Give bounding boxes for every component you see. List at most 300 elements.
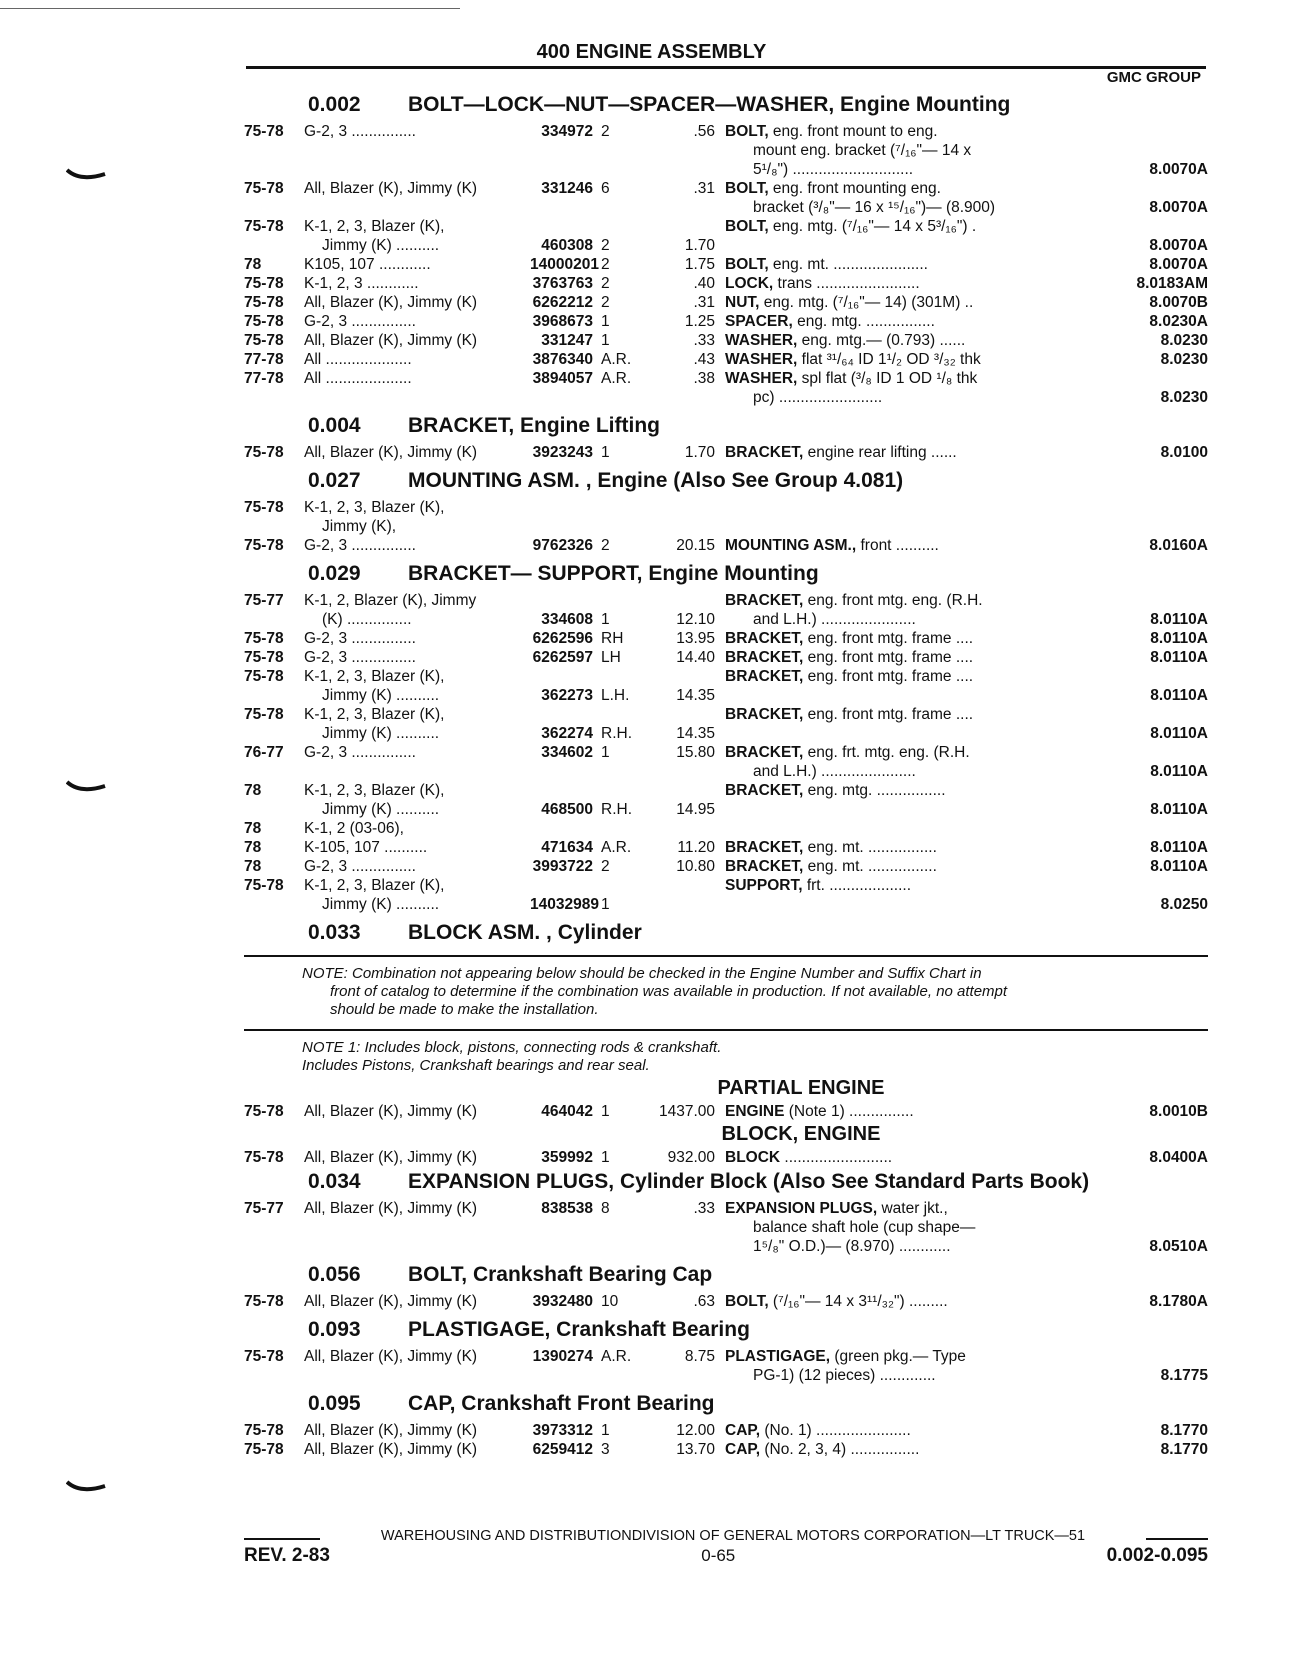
application: [304, 443, 530, 462]
part-row: [244, 1102, 1208, 1121]
application: [304, 331, 530, 350]
section-number: 0.033: [308, 921, 361, 944]
description: [725, 667, 1043, 705]
description-line: [725, 332, 965, 349]
description-text: (green pkg.— Type: [830, 1348, 966, 1365]
price: 12.00: [676, 1422, 715, 1439]
price: .56: [693, 123, 715, 140]
part-number: 3993722: [532, 858, 593, 875]
part-row: [244, 498, 1208, 536]
part-row: [244, 1440, 1208, 1459]
price: .43: [693, 351, 715, 368]
section-spacer: [244, 1256, 1208, 1260]
quantity: 3: [601, 1441, 610, 1458]
quantity: 2: [601, 123, 610, 140]
year-range: 78: [244, 858, 262, 875]
note-rule: [244, 955, 1208, 957]
page-title: 400 ENGINE ASSEMBLY: [536, 41, 767, 63]
description-keyword: CAP,: [725, 1422, 761, 1439]
reference-group: 8.0110A: [1150, 687, 1208, 704]
quantity: 1: [601, 896, 610, 913]
section-number: 0.056: [308, 1263, 361, 1286]
year-range: 75-78: [244, 706, 284, 723]
part-number: 3894057: [532, 370, 593, 387]
reference-group: 8.0010B: [1149, 1103, 1208, 1120]
description: [725, 857, 1043, 876]
part-number: 9762326: [532, 537, 593, 554]
block-engine-rows: [244, 1148, 1208, 1167]
quantity: 10: [601, 1293, 619, 1310]
part-number: 6259412: [532, 1441, 593, 1458]
sections-group-b: [244, 1170, 1208, 1463]
description-text: eng. front mtg. frame ....: [803, 706, 974, 723]
application: [304, 293, 530, 312]
part-row: [244, 1292, 1208, 1311]
reference-group: 8.0183AM: [1136, 275, 1208, 292]
part-row: [244, 705, 1208, 743]
description: [725, 591, 1043, 629]
description: [725, 312, 1043, 331]
part-number: 3932480: [532, 1293, 593, 1310]
description-text: eng. mtg. (⁷/₁₆"— 14 x 5³/₁₆") .: [768, 218, 977, 235]
description-text: frt. ...................: [802, 877, 912, 894]
part-number: 6262596: [532, 630, 593, 647]
part-number: 1390274: [532, 1348, 593, 1365]
reference-group: 8.0250: [1160, 896, 1208, 913]
year-range: 75-78: [244, 1149, 284, 1166]
reference-group: 8.0110A: [1150, 763, 1208, 780]
description: [725, 179, 1043, 217]
description-keyword: SPACER,: [725, 313, 793, 330]
year-range: 75-78: [244, 537, 284, 554]
description-text: spl flat (³/₈ ID 1 OD ¹/₈ thk: [797, 370, 978, 387]
application-line: K-1, 2, 3 ............: [304, 275, 419, 292]
application-line: All, Blazer (K), Jimmy (K): [304, 1149, 478, 1166]
binder-hole-mark: [66, 780, 106, 798]
description-line: [725, 256, 928, 273]
section-heading: [244, 1170, 1208, 1194]
application: [304, 122, 530, 179]
description: [725, 350, 1043, 369]
block-engine-heading: BLOCK, ENGINE: [721, 1123, 881, 1145]
reference-group: 8.0110A: [1150, 858, 1208, 875]
description-text: eng. frt. mtg. eng. (R.H.: [803, 744, 970, 761]
part-row: [244, 179, 1208, 217]
section-heading: [244, 1263, 1208, 1287]
quantity: 1: [601, 332, 610, 349]
part-number: 331246: [541, 180, 593, 197]
price: 14.40: [676, 649, 715, 666]
price: 14.35: [676, 725, 715, 742]
quantity: R.H.: [601, 725, 632, 742]
section-number: 0.029: [308, 562, 361, 585]
year-range: 75-78: [244, 1103, 284, 1120]
description-text: eng. mt. ................: [803, 839, 937, 856]
part-row: [244, 648, 1208, 667]
title-rule: [246, 66, 1206, 69]
application-line: All, Blazer (K), Jimmy (K): [304, 1441, 478, 1458]
price: 20.15: [676, 537, 715, 554]
part-number: 331247: [541, 332, 593, 349]
part-row: [244, 293, 1208, 312]
price: 1.70: [684, 237, 715, 254]
quantity: A.R.: [601, 1348, 632, 1365]
section-spacer: [244, 462, 1208, 466]
description-line: [725, 370, 977, 387]
application-line: All, Blazer (K), Jimmy (K): [304, 1200, 478, 1217]
price: .31: [693, 294, 715, 311]
reference-group: 8.0230: [1160, 332, 1208, 349]
part-number: 3973312: [532, 1422, 593, 1439]
binder-hole-mark: [66, 168, 106, 186]
part-number: 14032989: [530, 896, 599, 913]
price: 10.80: [676, 858, 715, 875]
description-line: 1⁵/₈" O.D.)— (8.970) ............: [753, 1238, 951, 1255]
part-row: [244, 743, 1208, 781]
section-heading: [244, 93, 1208, 117]
description: [725, 1292, 1043, 1311]
quantity: 6: [601, 180, 610, 197]
application: [304, 1421, 530, 1440]
partial-engine-heading: PARTIAL ENGINE: [717, 1077, 885, 1099]
description: [725, 331, 1043, 350]
application: [304, 1347, 530, 1385]
description: [725, 705, 1043, 743]
description-text: eng. mtg.— (0.793) ......: [797, 332, 966, 349]
year-range: 75-77: [244, 592, 284, 609]
price: 1.25: [684, 313, 715, 330]
description-keyword: BRACKET,: [725, 706, 804, 723]
note-line: NOTE 1: Includes block, pistons, connecting rods & crankshaft.: [302, 1039, 722, 1056]
application-line: K-1, 2, 3, Blazer (K),: [304, 668, 445, 685]
reference-group: 8.0070A: [1149, 237, 1208, 254]
reference-group: 8.0100: [1160, 444, 1208, 461]
year-range: 78: [244, 782, 262, 799]
description: [725, 536, 1043, 555]
reference-group: 8.0110A: [1150, 801, 1208, 818]
description: [725, 1148, 1043, 1167]
application-line: K-1, 2, 3, Blazer (K),: [304, 782, 445, 799]
description-keyword: PLASTIGAGE,: [725, 1348, 831, 1365]
section-number: 0.027: [308, 469, 361, 492]
part-number: 471634: [541, 839, 593, 856]
section-heading: [244, 414, 1208, 438]
description-line: [725, 1293, 948, 1310]
price: 8.75: [684, 1348, 715, 1365]
reference-group: 8.0230: [1160, 389, 1208, 406]
section-spacer: [244, 1311, 1208, 1315]
description: [725, 781, 1043, 819]
price: 932.00: [667, 1149, 715, 1166]
application: [304, 217, 530, 255]
description-text: trans ........................: [773, 275, 920, 292]
section-title: EXPANSION PLUGS, Cylinder Block (Also See Standard Parts Book): [408, 1170, 1090, 1193]
reference-group: 8.1770: [1160, 1422, 1208, 1439]
description-keyword: LOCK,: [725, 275, 774, 292]
application: [304, 1102, 530, 1121]
part-row: [244, 1148, 1208, 1167]
application-line: Jimmy (K) ..........: [322, 237, 440, 254]
quantity: 1: [601, 1103, 610, 1120]
application-line: All, Blazer (K), Jimmy (K): [304, 1293, 478, 1310]
year-range: 75-78: [244, 1293, 284, 1310]
note-rule: [244, 1029, 1208, 1031]
part-row: [244, 217, 1208, 255]
year-range: 75-78: [244, 499, 284, 516]
year-range: 78: [244, 256, 262, 273]
application: [304, 591, 530, 629]
application-line: Jimmy (K) ..........: [322, 687, 440, 704]
description: [725, 629, 1043, 648]
description-keyword: CAP,: [725, 1441, 761, 1458]
section-number: 0.004: [308, 414, 361, 437]
part-number: 460308: [541, 237, 593, 254]
part-number: 464042: [541, 1103, 593, 1120]
description: [725, 122, 1043, 179]
description-line: and L.H.) ......................: [753, 763, 916, 780]
section-number: 0.095: [308, 1392, 361, 1415]
year-range: 75-78: [244, 218, 284, 235]
description: [725, 443, 1043, 462]
application: [304, 1199, 530, 1256]
application-line: K-1, 2, Blazer (K), Jimmy: [304, 592, 477, 609]
quantity: 2: [601, 237, 610, 254]
application-line: K-1, 2, 3, Blazer (K),: [304, 499, 445, 516]
application-line: K-1, 2, 3, Blazer (K),: [304, 218, 445, 235]
application-line: K105, 107 ............: [304, 256, 431, 273]
part-row: [244, 331, 1208, 350]
price: 12.10: [676, 611, 715, 628]
reference-group: 8.0070A: [1149, 199, 1208, 216]
price: .38: [693, 370, 715, 387]
application: [304, 1440, 530, 1459]
application-line: G-2, 3 ...............: [304, 630, 416, 647]
part-number: 334972: [541, 123, 593, 140]
price: 14.95: [676, 801, 715, 818]
description-keyword: BOLT,: [725, 123, 769, 140]
description: [725, 498, 1043, 536]
description: [725, 1102, 1043, 1121]
reference-group: 8.0110A: [1150, 725, 1208, 742]
description-line: [725, 1422, 911, 1439]
application-line: G-2, 3 ...............: [304, 649, 416, 666]
application-line: All, Blazer (K), Jimmy (K): [304, 294, 478, 311]
top-rule: [0, 8, 460, 9]
description-keyword: BLOCK: [725, 1149, 781, 1166]
description: [725, 876, 1043, 914]
quantity: 2: [601, 275, 610, 292]
part-row: [244, 255, 1208, 274]
year-range: 75-78: [244, 630, 284, 647]
description: [725, 255, 1043, 274]
description-text: eng. front mtg. frame ....: [803, 630, 974, 647]
year-range: 75-78: [244, 1441, 284, 1458]
year-range: 75-78: [244, 1422, 284, 1439]
part-row: [244, 312, 1208, 331]
description: [725, 648, 1043, 667]
year-range: 75-78: [244, 294, 284, 311]
note-line: Includes Pistons, Crankshaft bearings and rear seal.: [302, 1057, 650, 1074]
quantity: A.R.: [601, 370, 632, 387]
note-line: NOTE: Combination not appearing below should be checked in the Engine Number and Suffix Chart in: [302, 965, 982, 982]
description-keyword: SUPPORT,: [725, 877, 803, 894]
reference-group: 8.1770: [1160, 1441, 1208, 1458]
quantity: 8: [601, 1200, 610, 1217]
description-line: [725, 1149, 892, 1166]
section-range: 0.002-0.095: [1106, 1545, 1208, 1566]
application: [304, 857, 530, 876]
part-row: [244, 819, 1208, 838]
description-keyword: MOUNTING ASM.,: [725, 537, 857, 554]
part-number: 6262597: [532, 649, 593, 666]
description-line: [725, 839, 937, 856]
description-text: eng. mtg. ................: [803, 782, 946, 799]
part-row: [244, 122, 1208, 179]
reference-group: 8.0400A: [1149, 1149, 1208, 1166]
description-keyword: WASHER,: [725, 332, 798, 349]
description-line: [725, 630, 973, 647]
description-keyword: BOLT,: [725, 218, 769, 235]
description-line: [725, 1348, 966, 1365]
description-text: eng. mt. ......................: [768, 256, 928, 273]
description-line: [725, 1200, 948, 1217]
section-title: BOLT—LOCK—NUT—SPACER—WASHER, Engine Mounting: [408, 93, 1011, 116]
description-keyword: BRACKET,: [725, 649, 804, 666]
description-line: [725, 313, 935, 330]
description: [725, 1421, 1043, 1440]
year-range: 76-77: [244, 744, 284, 761]
section-heading: [244, 562, 1208, 586]
description-text: eng. front mtg. eng. (R.H.: [803, 592, 983, 609]
section-number: 0.034: [308, 1170, 361, 1193]
description: [725, 1440, 1043, 1459]
quantity: 2: [601, 256, 610, 273]
description-line: [725, 123, 938, 140]
part-number: 3876340: [532, 351, 593, 368]
part-row: [244, 781, 1208, 819]
description-line: [725, 877, 911, 894]
price: .33: [693, 1200, 715, 1217]
description-keyword: ENGINE: [725, 1103, 785, 1120]
application-line: G-2, 3 ...............: [304, 744, 416, 761]
reference-group: 8.0070A: [1149, 256, 1208, 273]
section-spacer: [244, 1459, 1208, 1463]
description-text: engine rear lifting ......: [803, 444, 957, 461]
description-keyword: EXPANSION PLUGS,: [725, 1200, 878, 1217]
application-line: All, Blazer (K), Jimmy (K): [304, 1348, 478, 1365]
application: [304, 876, 530, 914]
description-line: [725, 782, 946, 799]
year-range: 78: [244, 839, 262, 856]
description-line: [725, 649, 973, 666]
quantity: LH: [601, 649, 621, 666]
application: [304, 667, 530, 705]
description-keyword: BRACKET,: [725, 839, 804, 856]
application-line: (K) ...............: [322, 611, 412, 628]
quantity: 1: [601, 1422, 610, 1439]
description-text: eng. front mount to eng.: [768, 123, 938, 140]
note-line: front of catalog to determine if the combination was available in production. If not available, no attempt: [330, 983, 1008, 1000]
description-text: eng. mtg. ................: [792, 313, 935, 330]
section-title: CAP, Crankshaft Front Bearing: [408, 1392, 715, 1415]
application-line: All ....................: [304, 351, 412, 368]
application-line: All, Blazer (K), Jimmy (K): [304, 332, 478, 349]
application-line: G-2, 3 ...............: [304, 313, 416, 330]
description-line: [725, 537, 939, 554]
description-keyword: BRACKET,: [725, 630, 804, 647]
description-line: [725, 275, 920, 292]
year-range: 75-78: [244, 332, 284, 349]
description-keyword: NUT,: [725, 294, 760, 311]
part-row: [244, 350, 1208, 369]
description-text: (⁷/₁₆"— 14 x 3¹¹/₃₂") .........: [768, 1293, 948, 1310]
section-title: PLASTIGAGE, Crankshaft Bearing: [408, 1318, 750, 1341]
note-1: [244, 1039, 1208, 1075]
application-line: K-1, 2, 3, Blazer (K),: [304, 877, 445, 894]
reference-group: 8.1775: [1160, 1367, 1208, 1384]
application-line: All ....................: [304, 370, 412, 387]
part-number: 359992: [541, 1149, 593, 1166]
part-number: 3968673: [532, 313, 593, 330]
description-text: eng. mt. ................: [803, 858, 937, 875]
parts-catalog-content: [244, 90, 1208, 1463]
section-heading: [244, 469, 1208, 493]
description-keyword: BOLT,: [725, 1293, 769, 1310]
description-line: [725, 351, 981, 368]
part-number: 6262212: [532, 294, 593, 311]
description: [725, 217, 1043, 255]
footer-text: WAREHOUSING AND DISTRIBUTIONDIVISION OF GENERAL MOTORS CORPORATION—LT TRUCK—51: [380, 1528, 1086, 1544]
section-spacer: [244, 1385, 1208, 1389]
year-range: 75-78: [244, 877, 284, 894]
description-line: bracket (³/₈"— 16 x ¹⁵/₁₆")— (8.900): [753, 199, 996, 216]
description-keyword: BOLT,: [725, 256, 769, 273]
application: [304, 1292, 530, 1311]
description-text: eng. front mtg. frame ....: [803, 668, 974, 685]
application-line: All, Blazer (K), Jimmy (K): [304, 180, 478, 197]
description-line: [725, 1103, 914, 1120]
price: 11.20: [677, 839, 715, 856]
description-text: flat ³¹/₆₄ ID 1¹/₂ OD ³/₃₂ thk: [797, 351, 981, 368]
description-text: (Note 1) ...............: [784, 1103, 914, 1120]
year-range: 75-78: [244, 444, 284, 461]
revision: REV. 2-83: [244, 1545, 330, 1566]
application-line: Jimmy (K) ..........: [322, 801, 440, 818]
application: [304, 743, 530, 781]
price: .33: [693, 332, 715, 349]
part-row: [244, 274, 1208, 293]
application-line: Jimmy (K) ..........: [322, 725, 440, 742]
year-range: 77-78: [244, 370, 284, 387]
section-spacer: [244, 914, 1208, 918]
description-line: [725, 444, 957, 461]
reference-group: 8.0070A: [1149, 161, 1208, 178]
footer-rule-right: [1146, 1538, 1208, 1540]
reference-group: 8.0110A: [1150, 839, 1208, 856]
price: 1.70: [684, 444, 715, 461]
section-number: 0.093: [308, 1318, 361, 1341]
section-title: BRACKET, Engine Lifting: [408, 414, 660, 437]
section-number: 0.002: [308, 93, 361, 116]
price: 13.95: [676, 630, 715, 647]
description-text: eng. front mounting eng.: [768, 180, 941, 197]
year-range: 75-77: [244, 1200, 284, 1217]
description: [725, 274, 1043, 293]
quantity: L.H.: [601, 687, 630, 704]
quantity: 1: [601, 313, 610, 330]
description-line: [725, 294, 973, 311]
description-line: pc) ........................: [753, 389, 883, 406]
